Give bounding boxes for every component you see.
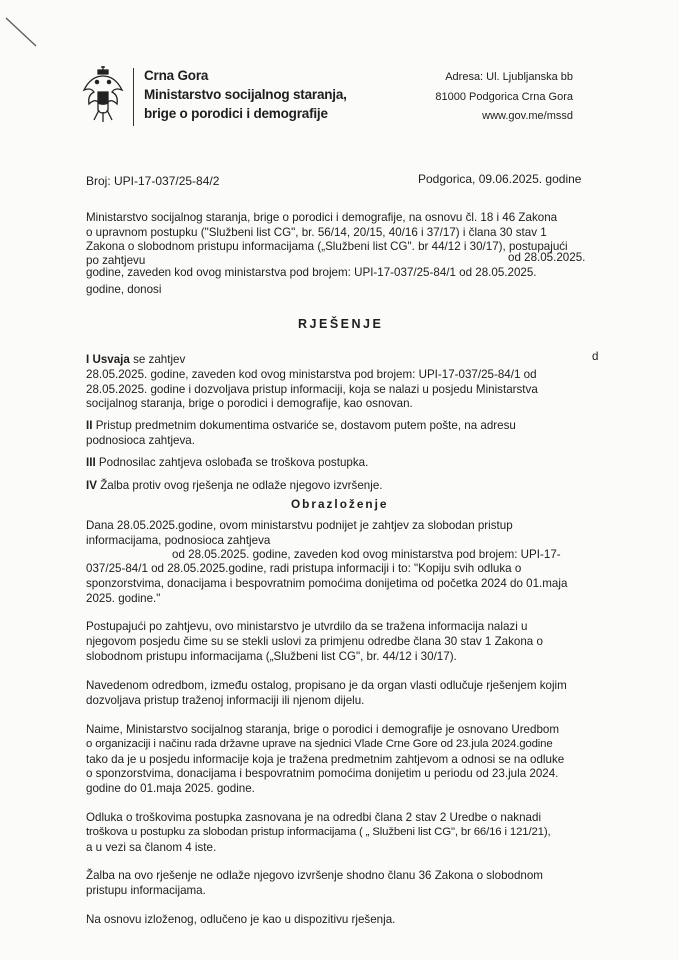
item-i-line1-end: d <box>592 350 599 363</box>
p1-line6: 2025. godine." <box>86 592 161 605</box>
p2-line2: njegovom posjedu čime su se stekli uslovi za primjenu odredbe člana 30 stav 1 Zakona o <box>86 635 543 648</box>
p6-line2: pristupu informacijama. <box>86 884 206 897</box>
item-i-line3: 28.05.2025. godine i dozvoljava pristup informaciji, koja se nalazi u posjedu Ministarstva <box>86 383 538 396</box>
item-i-label: I <box>86 353 90 366</box>
item-i-bold: Usvaja <box>92 353 130 366</box>
p4-line3: tako da je u posjedu informacije koja je tražena predmetnim zahtjevom a odnosi se na odluke <box>86 753 565 766</box>
document-number: Broj: UPI-17-037/25-84/2 <box>86 174 220 188</box>
p1-line2: informacijama, podnosioca zahtjeva <box>86 534 271 547</box>
p4-line1: Naime, Ministarstvo socijalnog staranja, brige o porodici i demografije je osnovano Uredbom <box>86 723 560 736</box>
item-ii-label: II <box>86 419 93 432</box>
header-divider <box>133 68 134 126</box>
p1-line4: 037/25-84/1 od 28.05.2025.godine, radi pristupa informaciji i to: "Kopiju svih odluka o <box>86 562 522 575</box>
reasoning-title: Obrazloženje <box>291 497 389 511</box>
decision-title: RJEŠENJE <box>298 317 384 331</box>
document-date: Podgorica, 09.06.2025. godine <box>418 172 582 186</box>
p1-line3: od 28.05.2025. godine, zaveden kod ovog ministarstva pod brojem: UPI-17- <box>172 548 561 561</box>
item-iv-text: Žalba protiv ovog rješenja ne odlaže njegovo izvršenje. <box>100 479 383 492</box>
p3-line1: Navedenom odredbom, između ostalog, propisano je da organ vlasti odlučuje rješenjem kojim <box>86 679 567 692</box>
coat-of-arms-icon <box>80 64 126 124</box>
intro-line2: o upravnom postupku ("Službeni list CG", br. 56/14, 20/15, 40/16 i 37/17) i člana 30 stav 1 <box>86 226 547 239</box>
item-i-line2: 28.05.2025. godine, zaveden kod ovog ministarstva pod brojem: UPI-17-037/25-84/1 od <box>86 368 537 381</box>
decision-item-iv <box>86 479 382 492</box>
decision-item-i <box>86 353 185 366</box>
address-block <box>435 68 573 127</box>
item-ii-text: Pristup predmetnim dokumentima ostvariće se, dostavom putem pošte, na adresu <box>95 419 516 432</box>
p2-line3: slobodnom pristupu informacijama („Službeni list CG", br. 44/12 i 30/17). <box>86 650 457 663</box>
page-corner-mark <box>0 0 60 60</box>
p7-line1: Na osnovu izloženog, odlučeno je kao u dispozitivu rješenja. <box>86 913 396 926</box>
org-country: Crna Gora <box>144 68 209 83</box>
p6-line1: Žalba na ovo rješenje ne odlaže njegovo izvršenje shodno članu 36 Zakona o slobodnom <box>86 869 543 882</box>
item-iii-text: Podnosilac zahtjeva oslobađa se troškova postupka. <box>98 456 369 469</box>
address-website: www.gov.me/mssd <box>482 110 573 122</box>
p4-line2: o organizaciji i načinu rada državne uprave na sjednici Vlade Crne Gore od 23.jula 2024.godine <box>86 738 553 750</box>
p4-line5: godine do 01.maja 2025. godine. <box>86 782 255 795</box>
p1-line1: Dana 28.05.2025.godine, ovom ministarstvu podnijet je zahtjev za slobodan pristup <box>86 519 513 532</box>
p5-line3: a u vezi sa članom 4 iste. <box>86 841 217 854</box>
item-ii-line2: podnosioca zahtjeva. <box>86 434 195 447</box>
intro-line3: Zakona o slobodnom pristupu informacijama („Službeni list CG". br 44/12 i 30/17), postupajući <box>86 240 568 253</box>
organization-block <box>144 66 347 123</box>
item-i-text: se zahtjev <box>133 353 186 366</box>
intro-line4-end: od 28.05.2025. <box>508 251 586 264</box>
item-i-line4: socijalnog staranja, brige o porodici i demografije, kao osnovan. <box>86 397 413 410</box>
intro-line5: godine, zaveden kod ovog ministarstva pod brojem: UPI-17-037/25-84/1 od 28.05.2025. <box>86 266 537 279</box>
decision-item-ii <box>86 419 516 432</box>
org-ministry-line1: Ministarstvo socijalnog staranja, <box>144 87 347 102</box>
intro-line4-start: po zahtjevu <box>86 254 146 267</box>
item-iv-label: IV <box>86 479 97 492</box>
p5-line1: Odluka o troškovima postupka zasnovana je na odredbi člana 2 stav 2 Uredbe o naknadi <box>86 811 542 824</box>
address-city: 81000 Podgorica Crna Gora <box>435 90 573 103</box>
address-street: Adresa: Ul. Ljubljanska bb <box>445 71 573 83</box>
decision-item-iii <box>86 456 368 469</box>
intro-line1: Ministarstvo socijalnog staranja, brige o porodici i demografije, na osnovu čl. 18 i 46 Zakona <box>86 211 558 224</box>
p5-line2: troškova u postupku za slobodan pristup informacijama ( „ Službeni list CG", br 66/16 i 121/21), <box>86 826 551 838</box>
p2-line1: Postupajući po zahtjevu, ovo ministarstvo je utvrdilo da se tražena informacija nalazi u <box>86 620 528 633</box>
intro-line6: godine, donosi <box>86 283 162 296</box>
p4-line4: o sponzorstvima, donacijama i bespovratnim pomoćima donijetim u periodu od 23.jula 2024. <box>86 767 559 780</box>
org-ministry-line2: brige o porodici i demografije <box>144 106 328 121</box>
item-iii-label: III <box>86 456 96 469</box>
p1-line5: sponzorstvima, donacijama i bespovratnim pomoćima donijetima od početka 2024 do 01.maja <box>86 577 568 590</box>
p3-line2: dozvoljava pristup traženoj informaciji ili njenom dijelu. <box>86 694 365 707</box>
